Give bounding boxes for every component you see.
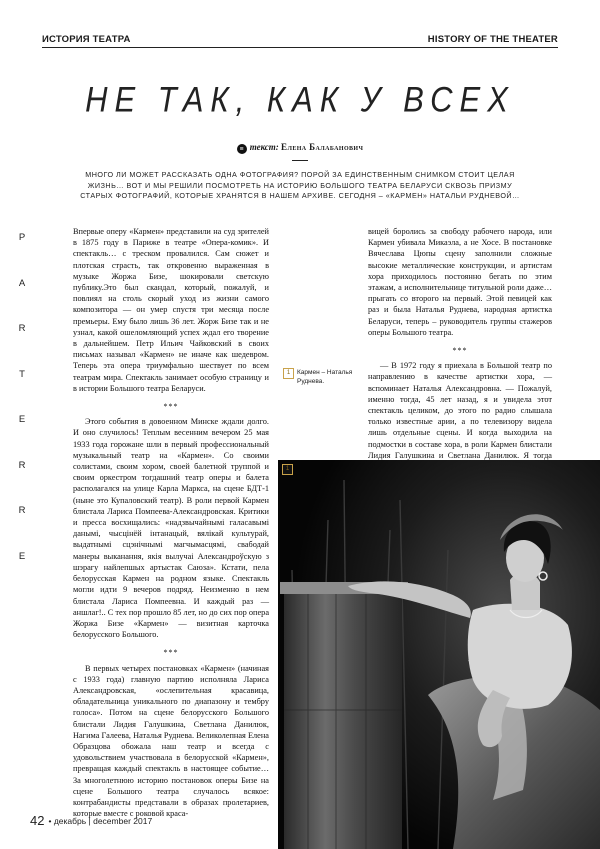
body-paragraph: вицей боролись за свободу рабочего народа, или Кармен убивала Микаэла, а не Хосе. В постановке Вячеслава Цюпы сцену заполнили сложные высокие металлические конструкции, и артистам хора приходилось постоянно бегать по этим этажам, а исполнительнице титульной роли даже… прыгать со второго на первый. Этой певицей как раз и была Наталья Руднева, народная артистка Беларуси, теперь – руководитель группы стажеров оперы Большого театра. [368, 227, 552, 337]
side-letter: R [18, 323, 26, 335]
caption-number-badge: 1 [283, 368, 294, 379]
photo-image [278, 460, 600, 849]
byline [0, 142, 600, 154]
footer-bullet: • [48, 816, 52, 826]
lead-paragraph: МНОГО ЛИ МОЖЕТ РАССКАЗАТЬ ОДНА ФОТОГРАФИЯ? ПОРОЙ ЗА ЕДИНСТВЕННЫМ СНИМКОМ СТОИТ ЦЕЛАЯ ЖИЗНЬ… ВОТ И МЫ РЕШИЛИ ПОСМОТРЕТЬ НА ИСТОРИЮ БОЛЬШОГО ТЕАТРА БЕЛАРУСИ СКВОЗЬ ПРИЗМУ СТАРЫХ ФОТОГРАФИЙ, КОТОРЫЕ ХРАНЯТСЯ В НАШЕМ АРХИВЕ. СЕГОДНЯ – «КАРМЕН» НАТАЛЬИ РУДНЕВОЙ… [80, 170, 520, 200]
side-letter: E [18, 550, 26, 562]
side-letter: A [18, 277, 26, 289]
body-paragraph: — В 1972 году я приехала в Большой театр по направлению в качестве артистки хора, — вспоминает Наталья Александровна. — Пожалуй, именно тогда, 45 лет назад, я и увидела этот спектакль целиком, до этого по радио слышала только известные арии, а по телевизору видела лишь отдельные сцены. И когда выходила на подмостки в составе хора, в роли Кармен блистали Лидия Галушкина и Светлана Данилюк. Я тогда [368, 361, 552, 460]
section-separator: *** [452, 346, 468, 356]
side-letter: P [18, 232, 26, 243]
text-column-left [73, 226, 269, 819]
archive-photo-carmen [278, 460, 600, 849]
text-icon: ≡ [237, 144, 247, 154]
side-letter: R [18, 505, 26, 517]
side-label-parterre [14, 232, 30, 562]
text-column-right [368, 226, 552, 472]
byline-divider [292, 160, 308, 161]
section-title-en: HISTORY OF THE THEATER [427, 34, 558, 45]
header-rule [42, 47, 558, 48]
body-paragraph: Этого события в довоенном Минске ждали долго. И оно случилось! Теплым весенним вечером 25 мая 1933 года горожане шли в первый профессиональный музыкальный театр на «Кармен». Со своими солистами, своим хором, своей балетной труппой и своим оркестром тогдашний театр оперы и балета располагался на улице Карла Маркса, на сцене БДТ-1 (ныне это Купаловский театр). В роли первой Кармен блистала Лариса Помпеева-Александровская. Критики и пресса восхищались: «надзвычайнымі галасавымі данымі, чысцінёй інтанацый, вялікай культурай, выдатнымі сцэнічнымі магчымасцямі, свабодай манеры выканання, якія вылучаі Александроўскую з шэрагу найлепшых артыстак Саюза». Кстати, пела белорусская Кармен на родном языке. Спектакль могли идти 9 вечеров подряд. Неизменно в нем блистала Лариса Помпеевна. И каждый раз — аншлаг!.. С тех пор прошло 85 лет, но до сих пор опера Жоржа Бизе «Кармен» — визитная карточка белорусского Большого. [73, 417, 269, 640]
side-letter: R [18, 459, 26, 471]
issue-date: декабрь | december 2017 [53, 816, 153, 826]
byline-label: текст: [249, 142, 279, 152]
page-number: 42 [30, 813, 45, 828]
section-title-ru: ИСТОРИЯ ТЕАТРА [42, 34, 131, 45]
section-separator: *** [163, 648, 179, 658]
article-title: НЕ ТАК, КАК У ВСЕХ [85, 79, 515, 120]
section-header [42, 34, 558, 48]
caption-text: Кармен – Наталья Руднева. [297, 369, 353, 385]
section-separator: *** [163, 402, 179, 412]
body-paragraph: В первых четырех постановках «Кармен» (начиная с 1933 года) главную партию исполняла Лариса Александровская, «ослепительная красавица, обладательница уникального по диапазону и тембру голоса». Потом на сцене белорусского Большого блистали Лидия Галушкина, Светлана Данилюк, Нагима Галеева, Наталья Руднева. Великолепная Елена Образцова обожала наш театр и всегда с удовольствием участвовала в белорусской «Кармен», превращая каждый спектакль в настоящее событие… За многолетнюю историю постановок оперы Бизе на сцене Большого театра случалось всякое: контрабандисты представали в образах пролетариев, которые вместе с роковой краса- [73, 663, 269, 819]
side-letter: E [18, 414, 26, 426]
photo-number-badge: 1 [282, 464, 293, 475]
author-name: Елена Балабанович [281, 142, 364, 152]
page-footer [30, 813, 152, 828]
side-letter: T [19, 368, 25, 380]
body-paragraph: Впервые оперу «Кармен» представили на суд зрителей в 1875 году в Париже в театре «Опера-комик». И спектакль… с треском провалился. Сам сюжет и плотская страсть, так откровенно выраженная в музыке Жоржа Бизе, шокировали светскую публику.Это был скандал, который, пожалуй, и повлиял на столь скорый уход из жизни самого композитора — он умер спустя три месяца после премьеры. Ему было лишь 36 лет. Жорж Бизе так и не узнал, какой ошеломляющий успех ждал его творение в дальнейшем. Петр Ильич Чайковский в своих письмах называл «Кармен» не иначе как шедевром. Теперь эта опера триумфально шествует по всем театрам мира. Спектакль занимает особую страницу и в истории Большого театра Беларуси. [73, 227, 269, 393]
